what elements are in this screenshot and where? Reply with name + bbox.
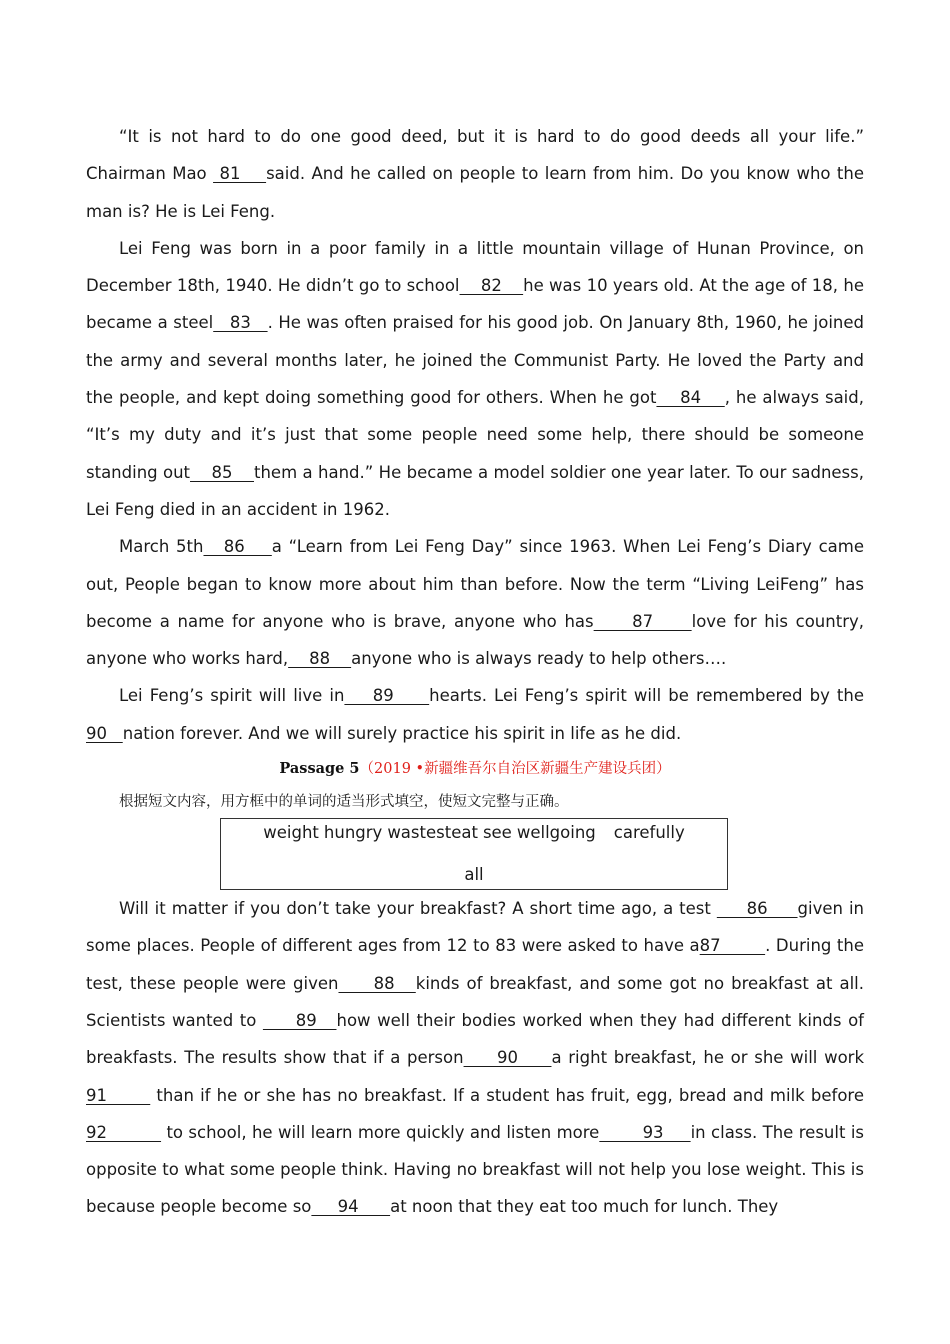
passage-5-instruction: 根据短文内容，用方框中的单词的适当形式填空，使短文完整与正确。 bbox=[119, 794, 569, 811]
word-bank-line-2 bbox=[221, 855, 727, 889]
paragraph-text: love for his country, anyone who works hard, bbox=[86, 611, 864, 669]
paragraph bbox=[86, 230, 864, 528]
answer-blank[interactable]: 83 bbox=[213, 313, 268, 333]
paragraph-text: given in some places. People of different ages from 12 to 83 were asked to have a bbox=[86, 899, 864, 956]
answer-blank[interactable]: 89 bbox=[262, 1010, 337, 1030]
paragraph-text: hearts. Lei Feng’s spirit will be remembered by the bbox=[429, 686, 864, 706]
answer-blank[interactable]: 86 bbox=[203, 537, 272, 557]
passage-5-body bbox=[86, 890, 864, 1226]
paragraph-text: , he always said, “It’s my duty and it’s just that some people need some help, there should be someone standing out bbox=[86, 388, 864, 482]
answer-blank[interactable]: 89 bbox=[344, 686, 430, 706]
paragraph-text: . He was often praised for his good job. On January 8th, 1960, he joined the army and several months later, he joined the Communist Party. He loved the Party and the people, and kept doing something good for others. When he got bbox=[86, 313, 864, 408]
word-bank-item: see bbox=[482, 823, 512, 843]
word-bank-item: wastest bbox=[387, 823, 452, 843]
paragraph-text: . During the test, these people were given bbox=[86, 936, 865, 993]
word-bank-line-1 bbox=[221, 819, 727, 855]
passage-5-heading bbox=[86, 752, 864, 786]
paragraph-text: to school, he will learn more quickly and listen more bbox=[161, 1122, 600, 1142]
answer-blank[interactable]: 84 bbox=[656, 388, 725, 408]
paragraph bbox=[86, 677, 864, 752]
paragraph-text: Will it matter if you don’t take your breakfast? A short time ago, a test bbox=[119, 899, 717, 919]
paragraph-text: Lei Feng’s spirit will live in bbox=[119, 686, 345, 706]
paragraph-text: “It is not hard to do one good deed, but it is hard to do good deeds all your life.” Chairman Mao bbox=[86, 127, 864, 184]
paragraph-text: how well their bodies worked when they had different kinds of breakfasts. The results show that if a person bbox=[86, 1010, 864, 1068]
paragraph-text: them a hand.” He became a model soldier one year later. To our sadness, Lei Feng died in an accident in 1962. bbox=[86, 462, 864, 519]
paragraph bbox=[86, 528, 864, 677]
word-bank-item: eat bbox=[451, 823, 478, 843]
passage-4 bbox=[86, 118, 864, 752]
answer-blank[interactable]: 92 bbox=[86, 1122, 162, 1142]
answer-blank[interactable]: 93 bbox=[599, 1122, 691, 1142]
document-content bbox=[86, 118, 864, 1226]
paragraph-text: than if he or she has no breakfast. If a student has fruit, egg, bread and milk before bbox=[150, 1085, 864, 1105]
word-bank-item: all bbox=[464, 865, 484, 885]
word-bank-item: well bbox=[516, 823, 550, 843]
answer-blank[interactable]: 90 bbox=[86, 723, 123, 743]
paragraph-text: at noon that they eat too much for lunch. They bbox=[390, 1197, 779, 1217]
answer-blank[interactable]: 91 bbox=[86, 1085, 151, 1105]
paragraph bbox=[86, 890, 864, 1226]
paragraph-text: kinds of breakfast, and some got no breakfast at all. Scientists wanted to bbox=[86, 973, 864, 1030]
paragraph-text: March 5th bbox=[119, 537, 204, 557]
answer-blank[interactable]: 82 bbox=[459, 276, 524, 296]
passage-5-source: （2019 •新疆维吾尔自治区新疆生产建设兵团） bbox=[359, 761, 671, 778]
passage-5-title: Passage 5 bbox=[279, 760, 360, 778]
word-bank-item: carefully bbox=[613, 823, 685, 843]
paragraph-text: Lei Feng was born in a poor family in a little mountain village of Hunan Province, on December 18th, 1940. He didn’t go to school bbox=[86, 238, 864, 296]
answer-blank[interactable]: 87 bbox=[593, 611, 692, 631]
paragraph-text: said. And he called on people to learn from him. Do you know who the man is? He is Lei Feng. bbox=[86, 164, 864, 221]
word-bank-box bbox=[220, 818, 728, 890]
word-bank-item: going bbox=[549, 823, 596, 843]
answer-blank[interactable]: 85 bbox=[190, 462, 254, 482]
answer-blank[interactable]: 88 bbox=[288, 649, 352, 669]
answer-blank[interactable]: 87 bbox=[699, 936, 766, 956]
paragraph-text: in class. The result is opposite to what some people think. Having no breakfast will not help you lose weight. This is because people become so bbox=[86, 1122, 865, 1217]
word-bank-item: weight bbox=[263, 823, 319, 843]
word-bank-item: hungry bbox=[323, 823, 383, 843]
paragraph-text: a “Learn from Lei Feng Day” since 1963. When Lei Feng’s Diary came out, People began to know more about him than before. Now the term “Living LeiFeng” has become a name for anyone who is brave, anyone who has bbox=[86, 537, 864, 631]
answer-blank[interactable]: 81 bbox=[213, 164, 267, 184]
paragraph bbox=[86, 118, 864, 230]
paragraph-text: anyone who is always ready to help others…. bbox=[351, 649, 727, 669]
paragraph-text: he was 10 years old. At the age of 18, he became a steel bbox=[86, 276, 864, 333]
answer-blank[interactable]: 90 bbox=[463, 1048, 552, 1068]
paragraph-text: a right breakfast, he or she will work bbox=[551, 1048, 864, 1068]
answer-blank[interactable]: 94 bbox=[311, 1197, 391, 1217]
answer-blank[interactable]: 88 bbox=[338, 973, 416, 993]
answer-blank[interactable]: 86 bbox=[716, 899, 798, 919]
paragraph-text: nation forever. And we will surely practice his spirit in life as he did. bbox=[122, 723, 682, 743]
